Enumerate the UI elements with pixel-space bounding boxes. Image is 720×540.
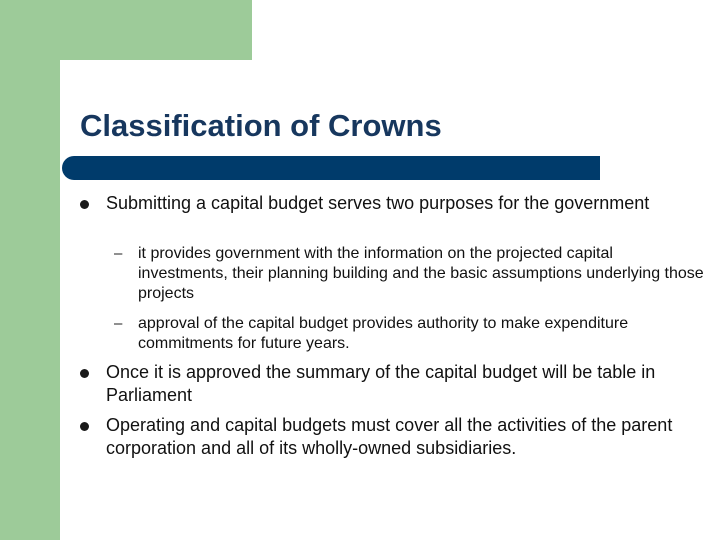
title-divider (62, 156, 600, 180)
decorative-green-bar-top (0, 0, 252, 60)
sub-item-text: it provides government with the information on the projected capital investments, their planning building and the basic assumptions underlying those projects (138, 245, 704, 302)
slide-title: Classification of Crowns (80, 108, 442, 143)
sub-item-1 (114, 244, 704, 304)
bullet-dot-icon (80, 422, 89, 431)
bullet-dot-icon (80, 200, 89, 209)
sub-item-2 (114, 314, 704, 354)
dash-marker: – (114, 245, 123, 262)
bullet-item-2 (80, 361, 700, 407)
decorative-green-bar-left (0, 0, 60, 540)
sub-item-text: approval of the capital budget provides authority to make expenditure commitments for future years. (138, 315, 629, 352)
dash-marker: – (114, 315, 123, 332)
bullet-item-3 (80, 414, 700, 460)
bullet-dot-icon (80, 369, 89, 378)
bullet-item-1 (80, 192, 700, 215)
bullet-text: Once it is approved the summary of the capital budget will be table in Parliament (106, 362, 656, 405)
bullet-text: Operating and capital budgets must cover all the activities of the parent corporation and all of its wholly-owned subsidiaries. (106, 415, 673, 458)
bullet-text: Submitting a capital budget serves two purposes for the government (106, 193, 650, 213)
